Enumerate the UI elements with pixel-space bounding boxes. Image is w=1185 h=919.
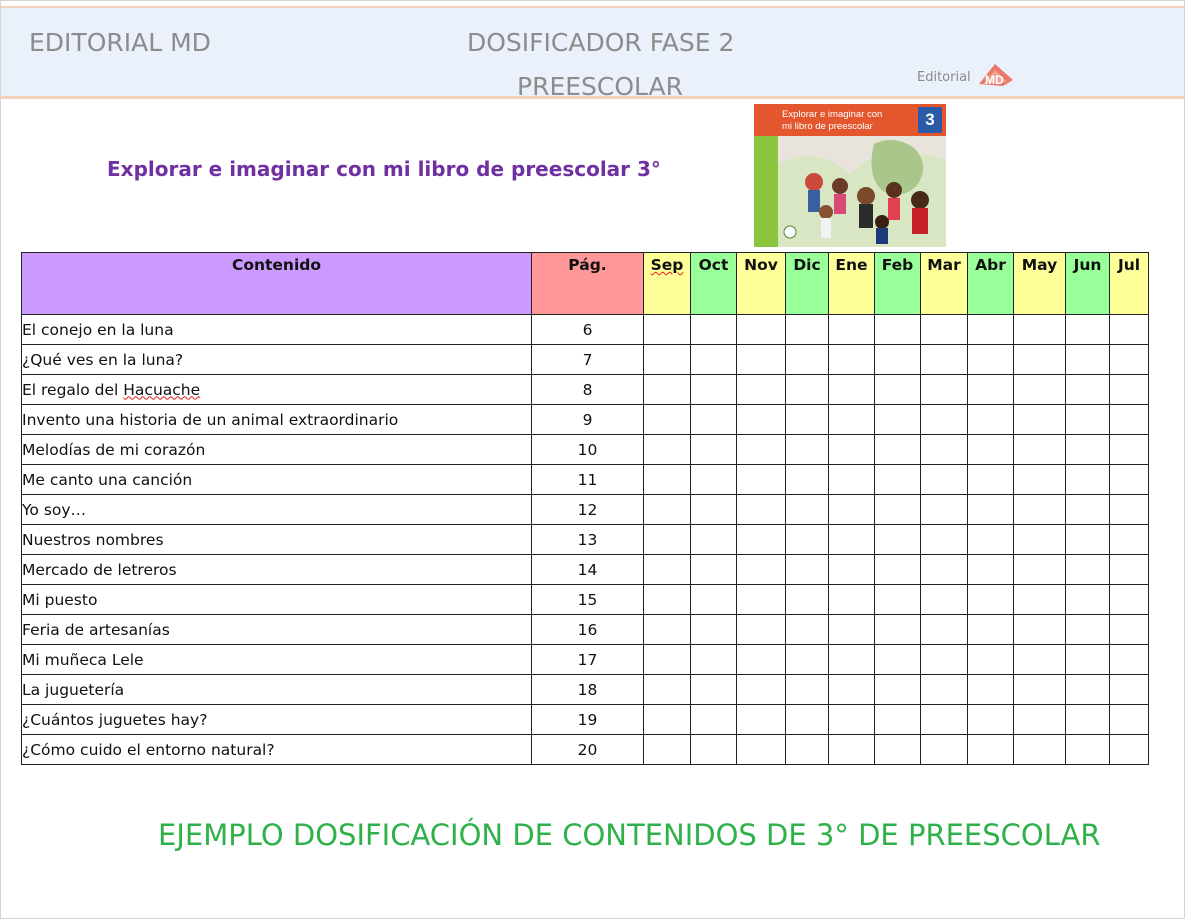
month-cell[interactable]: [921, 555, 968, 585]
month-header-oct: Oct: [691, 253, 737, 315]
month-cell[interactable]: [1014, 375, 1066, 405]
page-cell: 12: [532, 495, 644, 525]
content-cell: ¿Qué ves en la luna?: [22, 345, 532, 375]
month-cell[interactable]: [1110, 315, 1149, 345]
month-cell[interactable]: [1066, 405, 1110, 435]
month-header-dic: Dic: [786, 253, 829, 315]
month-cell[interactable]: [875, 585, 921, 615]
month-cell[interactable]: [737, 345, 786, 375]
month-cell[interactable]: [829, 495, 875, 525]
month-cell[interactable]: [829, 465, 875, 495]
page-header: [1, 6, 1184, 99]
month-cell[interactable]: [737, 315, 786, 345]
month-cell[interactable]: [644, 555, 691, 585]
month-cell[interactable]: [644, 405, 691, 435]
table-row: [22, 465, 1149, 495]
month-cell[interactable]: [875, 615, 921, 645]
book-cover-image: [754, 104, 946, 247]
logo-wordmark: Editorial: [917, 70, 971, 85]
table-row: [22, 345, 1149, 375]
month-cell[interactable]: [968, 435, 1014, 465]
content-cell: [22, 375, 532, 405]
content-cell: Nuestros nombres: [22, 525, 532, 555]
month-cell[interactable]: [968, 645, 1014, 675]
month-cell[interactable]: [1014, 405, 1066, 435]
page-cell: 15: [532, 585, 644, 615]
content-cell: Yo soy…: [22, 495, 532, 525]
content-cell: Mi puesto: [22, 585, 532, 615]
month-cell[interactable]: [1066, 315, 1110, 345]
month-cell[interactable]: [875, 645, 921, 675]
month-cell[interactable]: [829, 315, 875, 345]
content-cell: ¿Cómo cuido el entorno natural?: [22, 735, 532, 765]
table-row: [22, 555, 1149, 585]
month-cell[interactable]: [875, 375, 921, 405]
month-header-feb: Feb: [875, 253, 921, 315]
month-cell[interactable]: [786, 405, 829, 435]
month-cell[interactable]: [1014, 705, 1066, 735]
month-header-ene: Ene: [829, 253, 875, 315]
month-cell[interactable]: [968, 525, 1014, 555]
month-cell[interactable]: [1110, 645, 1149, 675]
month-cell[interactable]: [875, 405, 921, 435]
month-cell[interactable]: [1066, 735, 1110, 765]
month-cell[interactable]: [921, 435, 968, 465]
month-cell[interactable]: [1014, 585, 1066, 615]
month-cell[interactable]: [875, 555, 921, 585]
month-cell[interactable]: [737, 525, 786, 555]
month-cell[interactable]: [829, 705, 875, 735]
month-cell[interactable]: [921, 465, 968, 495]
month-cell[interactable]: [786, 375, 829, 405]
month-header-sep: [644, 253, 691, 315]
svg-text:MD: MD: [985, 73, 1004, 87]
month-cell[interactable]: [875, 525, 921, 555]
month-cell[interactable]: [921, 735, 968, 765]
table-row: [22, 645, 1149, 675]
page-cell: 6: [532, 315, 644, 345]
table-row: [22, 585, 1149, 615]
page-cell: 19: [532, 705, 644, 735]
content-cell: La juguetería: [22, 675, 532, 705]
month-cell[interactable]: [644, 585, 691, 615]
month-cell[interactable]: [829, 375, 875, 405]
month-cell[interactable]: [786, 705, 829, 735]
month-cell[interactable]: [968, 675, 1014, 705]
month-cell[interactable]: [644, 315, 691, 345]
month-cell[interactable]: [968, 555, 1014, 585]
page-cell: 16: [532, 615, 644, 645]
dosification-table: [21, 252, 1149, 765]
month-cell[interactable]: [786, 585, 829, 615]
month-cell[interactable]: [968, 495, 1014, 525]
month-cell[interactable]: [1110, 465, 1149, 495]
month-cell[interactable]: [691, 735, 737, 765]
page-cell: 18: [532, 675, 644, 705]
table-body: [22, 315, 1149, 765]
month-cell[interactable]: [644, 525, 691, 555]
month-cell[interactable]: [691, 675, 737, 705]
month-header-nov: Nov: [737, 253, 786, 315]
month-cell[interactable]: [1014, 615, 1066, 645]
month-cell[interactable]: [921, 645, 968, 675]
month-cell[interactable]: [875, 735, 921, 765]
month-cell[interactable]: [1110, 735, 1149, 765]
month-cell[interactable]: [786, 735, 829, 765]
table-row: [22, 315, 1149, 345]
month-cell[interactable]: [1110, 555, 1149, 585]
content-cell: Invento una historia de un animal extraordinario: [22, 405, 532, 435]
month-cell[interactable]: [1014, 645, 1066, 675]
month-cell[interactable]: [1110, 525, 1149, 555]
month-cell[interactable]: [1014, 675, 1066, 705]
month-cell[interactable]: [691, 435, 737, 465]
month-cell[interactable]: [968, 465, 1014, 495]
month-cell[interactable]: [786, 675, 829, 705]
month-cell[interactable]: [1014, 315, 1066, 345]
month-cell[interactable]: [691, 375, 737, 405]
month-cell[interactable]: [644, 675, 691, 705]
month-cell[interactable]: [737, 615, 786, 645]
month-cell[interactable]: [786, 315, 829, 345]
month-cell[interactable]: [829, 645, 875, 675]
month-cell[interactable]: [829, 345, 875, 375]
month-cell[interactable]: [691, 615, 737, 645]
month-cell[interactable]: [875, 315, 921, 345]
month-cell[interactable]: [737, 705, 786, 735]
month-cell[interactable]: [737, 555, 786, 585]
month-cell[interactable]: [786, 645, 829, 675]
month-cell[interactable]: [829, 675, 875, 705]
content-cell: Me canto una canción: [22, 465, 532, 495]
page-cell: 20: [532, 735, 644, 765]
month-cell[interactable]: [1014, 345, 1066, 375]
table-row: [22, 615, 1149, 645]
month-cell[interactable]: [875, 345, 921, 375]
content-cell: El conejo en la luna: [22, 315, 532, 345]
page-cell: 11: [532, 465, 644, 495]
month-cell[interactable]: [968, 585, 1014, 615]
month-cell[interactable]: [829, 555, 875, 585]
month-cell[interactable]: [691, 465, 737, 495]
month-cell[interactable]: [829, 435, 875, 465]
month-cell[interactable]: [1066, 705, 1110, 735]
column-header-page: Pág.: [532, 253, 644, 315]
table-row: [22, 405, 1149, 435]
month-cell[interactable]: [786, 615, 829, 645]
month-label: Sep: [650, 256, 684, 274]
month-cell[interactable]: [829, 735, 875, 765]
column-header-content: Contenido: [22, 253, 532, 315]
month-cell[interactable]: [968, 735, 1014, 765]
page-cell: 13: [532, 525, 644, 555]
month-cell[interactable]: [1014, 525, 1066, 555]
month-cell[interactable]: [1110, 585, 1149, 615]
month-cell[interactable]: [644, 615, 691, 645]
cover-title-line2: mi libro de preescolar: [782, 121, 873, 132]
month-cell[interactable]: [691, 705, 737, 735]
month-header-may: May: [1014, 253, 1066, 315]
table-header-row: [22, 253, 1149, 315]
month-cell[interactable]: [737, 465, 786, 495]
content-cell: ¿Cuántos juguetes hay?: [22, 705, 532, 735]
month-cell[interactable]: [1014, 555, 1066, 585]
document-title: DOSIFICADOR FASE 2: [467, 28, 735, 57]
table-row: [22, 735, 1149, 765]
month-cell[interactable]: [644, 735, 691, 765]
document-subtitle: PREESCOLAR: [517, 72, 684, 101]
month-cell[interactable]: [786, 465, 829, 495]
page-cell: 7: [532, 345, 644, 375]
month-cell[interactable]: [644, 375, 691, 405]
page-cell: 17: [532, 645, 644, 675]
month-cell[interactable]: [921, 345, 968, 375]
cover-illustration: [754, 104, 946, 247]
month-cell[interactable]: [1014, 435, 1066, 465]
month-cell[interactable]: [1066, 435, 1110, 465]
month-cell[interactable]: [1066, 345, 1110, 375]
month-cell[interactable]: [737, 405, 786, 435]
table-row: [22, 705, 1149, 735]
month-cell[interactable]: [1110, 435, 1149, 465]
month-header-jun: Jun: [1066, 253, 1110, 315]
month-cell[interactable]: [691, 585, 737, 615]
month-cell[interactable]: [968, 705, 1014, 735]
month-cell[interactable]: [737, 585, 786, 615]
month-header-abr: Abr: [968, 253, 1014, 315]
month-cell[interactable]: [737, 675, 786, 705]
month-cell[interactable]: [1066, 525, 1110, 555]
month-cell[interactable]: [644, 645, 691, 675]
month-cell[interactable]: [1066, 375, 1110, 405]
month-cell[interactable]: [875, 435, 921, 465]
month-cell[interactable]: [691, 345, 737, 375]
content-text: El regalo del Hacuache: [22, 380, 201, 399]
month-cell[interactable]: [1066, 585, 1110, 615]
month-cell[interactable]: [737, 645, 786, 675]
page-cell: 8: [532, 375, 644, 405]
misspelled-word: Hacuache: [123, 380, 201, 399]
table-row: [22, 495, 1149, 525]
month-cell[interactable]: [829, 525, 875, 555]
month-cell[interactable]: [691, 315, 737, 345]
month-cell[interactable]: [921, 675, 968, 705]
cover-grade-badge: 3: [918, 107, 942, 133]
month-cell[interactable]: [1014, 465, 1066, 495]
table-row: [22, 525, 1149, 555]
month-cell[interactable]: [1066, 465, 1110, 495]
month-cell[interactable]: [644, 435, 691, 465]
month-cell[interactable]: [1066, 555, 1110, 585]
content-cell: Mercado de letreros: [22, 555, 532, 585]
month-cell[interactable]: [875, 705, 921, 735]
content-cell: Melodías de mi corazón: [22, 435, 532, 465]
md-logo-icon: [917, 60, 1017, 92]
month-cell[interactable]: [786, 555, 829, 585]
month-cell[interactable]: [737, 375, 786, 405]
month-cell[interactable]: [737, 735, 786, 765]
publisher-title: EDITORIAL MD: [29, 28, 211, 57]
month-cell[interactable]: [921, 495, 968, 525]
month-cell[interactable]: [786, 495, 829, 525]
month-header-mar: Mar: [921, 253, 968, 315]
content-cell: Mi muñeca Lele: [22, 645, 532, 675]
month-cell[interactable]: [968, 375, 1014, 405]
month-cell[interactable]: [1066, 675, 1110, 705]
month-cell[interactable]: [921, 585, 968, 615]
month-header-jul: Jul: [1110, 253, 1149, 315]
month-cell[interactable]: [1066, 645, 1110, 675]
month-cell[interactable]: [921, 315, 968, 345]
table-row: [22, 675, 1149, 705]
month-cell[interactable]: [1066, 615, 1110, 645]
month-cell[interactable]: [1066, 495, 1110, 525]
month-cell[interactable]: [1110, 495, 1149, 525]
month-cell[interactable]: [1110, 615, 1149, 645]
month-cell[interactable]: [1110, 345, 1149, 375]
month-cell[interactable]: [786, 435, 829, 465]
month-cell[interactable]: [737, 435, 786, 465]
month-cell[interactable]: [875, 495, 921, 525]
month-cell[interactable]: [968, 405, 1014, 435]
month-cell[interactable]: [921, 705, 968, 735]
month-cell[interactable]: [1014, 735, 1066, 765]
month-cell[interactable]: [875, 675, 921, 705]
page-cell: 14: [532, 555, 644, 585]
month-cell[interactable]: [1110, 375, 1149, 405]
month-cell[interactable]: [875, 465, 921, 495]
month-cell[interactable]: [644, 465, 691, 495]
cover-title-line1: Explorar e imaginar con: [782, 109, 883, 120]
month-cell[interactable]: [1110, 405, 1149, 435]
month-cell[interactable]: [921, 405, 968, 435]
month-cell[interactable]: [644, 345, 691, 375]
month-cell[interactable]: [968, 345, 1014, 375]
month-cell[interactable]: [644, 705, 691, 735]
month-cell[interactable]: [786, 345, 829, 375]
month-cell[interactable]: [737, 495, 786, 525]
example-footer-note: EJEMPLO DOSIFICACIÓN DE CONTENIDOS DE 3° DE PREESCOLAR: [158, 818, 1101, 852]
month-cell[interactable]: [1110, 705, 1149, 735]
book-title: Explorar e imaginar con mi libro de preescolar 3°: [107, 157, 661, 181]
month-cell[interactable]: [691, 525, 737, 555]
month-cell[interactable]: [921, 615, 968, 645]
content-cell: Feria de artesanías: [22, 615, 532, 645]
page-cell: 9: [532, 405, 644, 435]
editorial-md-logo: [917, 60, 1017, 92]
month-cell[interactable]: [921, 525, 968, 555]
month-cell[interactable]: [968, 615, 1014, 645]
month-cell[interactable]: [829, 405, 875, 435]
month-cell[interactable]: [644, 495, 691, 525]
page-cell: 10: [532, 435, 644, 465]
month-cell[interactable]: [691, 405, 737, 435]
table-row: [22, 375, 1149, 405]
month-cell[interactable]: [1014, 495, 1066, 525]
table-row: [22, 435, 1149, 465]
month-cell[interactable]: [921, 375, 968, 405]
month-cell[interactable]: [786, 525, 829, 555]
month-cell[interactable]: [691, 645, 737, 675]
month-cell[interactable]: [968, 315, 1014, 345]
month-cell[interactable]: [1110, 675, 1149, 705]
month-cell[interactable]: [829, 585, 875, 615]
month-cell[interactable]: [691, 495, 737, 525]
month-cell[interactable]: [691, 555, 737, 585]
month-cell[interactable]: [829, 615, 875, 645]
